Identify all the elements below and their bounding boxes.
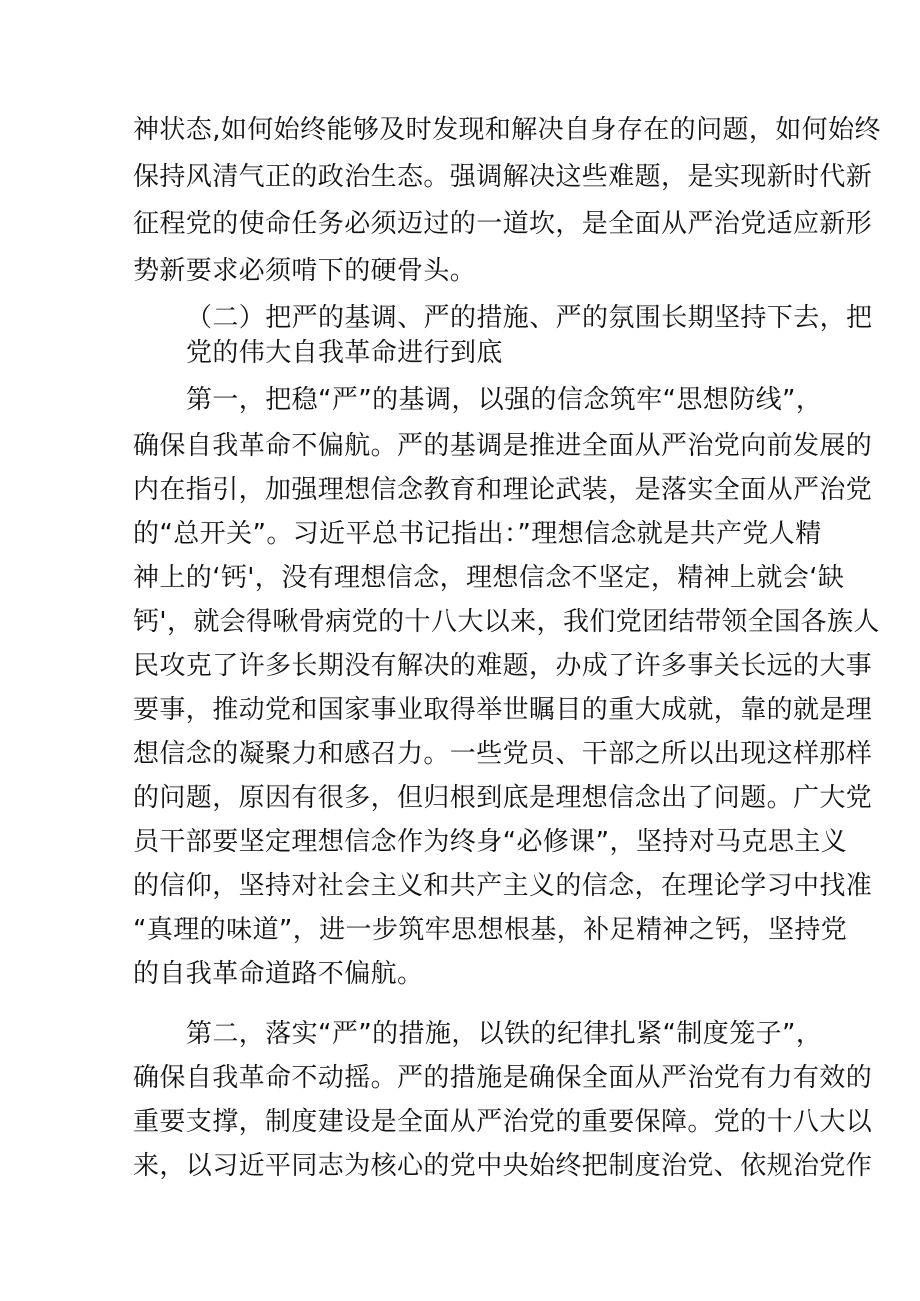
paragraph-line: 来，以习近平同志为核心的党中央始终把制度治党、依规治党作 xyxy=(133,1151,873,1181)
paragraph-line: 确保自我革命不动摇。严的措施是确保全面从严治党有力有效的 xyxy=(133,1063,873,1093)
paragraph-line: “真理的味道”，进一步筑牢思想根基，补足精神之钙，坚持党 xyxy=(133,915,848,945)
paragraph-line: 保持风清气正的政治生态。强调解决这些难题，是实现新时代新 xyxy=(133,162,873,192)
paragraph-line: 的问题，原因有很多，但归根到底是理想信念出了问题。广大党 xyxy=(133,783,873,813)
paragraph-line: 的信仰，坚持对社会主义和共产主义的信念，在理论学习中找准 xyxy=(133,871,873,901)
paragraph-line: 神状态,如何始终能够及时发现和解决自身存在的问题，如何始终 xyxy=(133,115,881,145)
paragraph-line: 民攻克了许多长期没有解决的难题，办成了许多事关长远的大事 xyxy=(133,651,873,681)
paragraph-line: 第二，落实“严”的措施，以铁的纪律扎紧“制度笼子”， xyxy=(186,1019,823,1049)
paragraph-line: 重要支撑，制度建设是全面从严治党的重要保障。党的十八大以 xyxy=(133,1107,873,1137)
section-heading-line: 党的伟大自我革命进行到底 xyxy=(186,338,503,368)
paragraph-line: 的自我革命道路不偏航。 xyxy=(133,959,424,989)
paragraph-line: 钙'，就会得啾骨病党的十八大以来，我们党团结带领全国各族人 xyxy=(133,607,880,637)
section-heading-line: （二）把严的基调、严的措施、严的氛围长期坚持下去，把 xyxy=(186,303,873,333)
paragraph-line: 要事，推动党和国家事业取得举世瞩目的重大成就，靠的就是理 xyxy=(133,695,873,725)
paragraph-line: 的“总开关”。习近平总书记指出：”理想信念就是共产党人精 xyxy=(133,519,822,549)
paragraph-line: 第一，把稳“严”的基调，以强的信念筑牢“思想防线”， xyxy=(186,385,823,415)
paragraph-line: 神上的‘钙'，没有理想信念，理想信念不坚定，精神上就会‘缺 xyxy=(133,563,845,593)
paragraph-line: 内在指引，加强理想信念教育和理论武装，是落实全面从严治党 xyxy=(133,475,873,505)
paragraph-line: 势新要求必须啃下的硬骨头。 xyxy=(133,256,477,286)
paragraph-line: 确保自我革命不偏航。严的基调是推进全面从严治党向前发展的 xyxy=(133,431,873,461)
paragraph-line: 想信念的凝聚力和感召力。一些党员、干部之所以出现这样那样 xyxy=(133,739,873,769)
paragraph-line: 征程党的使命任务必须迈过的一道坎，是全面从严治党适应新形 xyxy=(133,209,873,239)
paragraph-line: 员干部要坚定理想信念作为终身“必修课”，坚持对马克思主义 xyxy=(133,827,848,857)
